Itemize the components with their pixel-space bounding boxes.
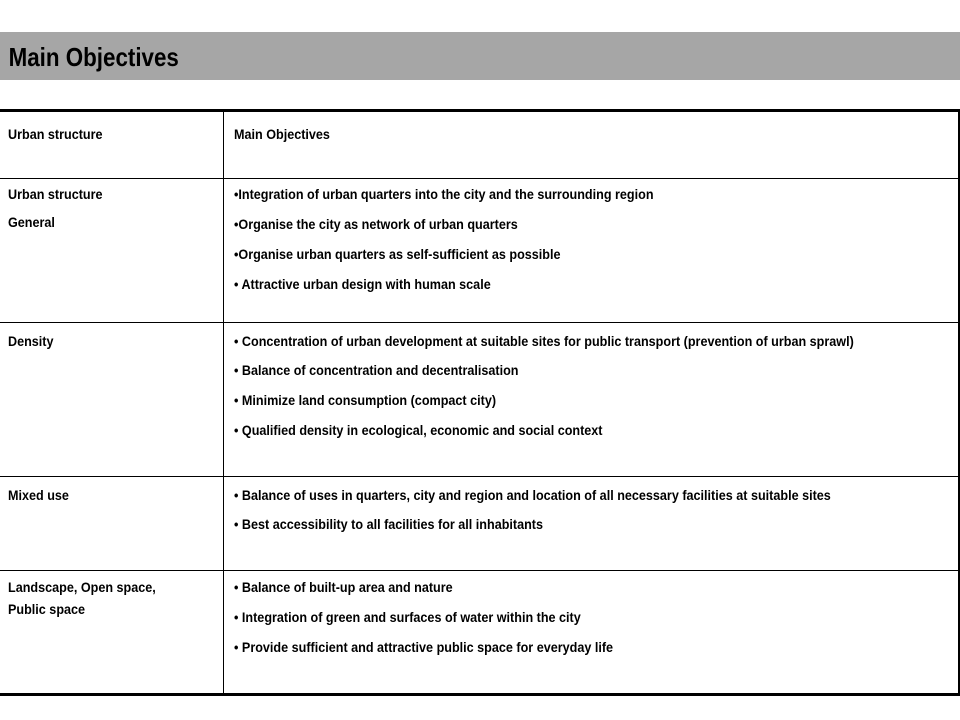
table-row (0, 477, 959, 571)
row-objectives (223, 323, 959, 477)
list-item (234, 637, 951, 658)
list-item (234, 420, 951, 441)
row-label-line: Landscape, Open space, (8, 579, 156, 595)
row-objectives (223, 571, 959, 695)
list-item (234, 360, 951, 381)
row-label-line: Mixed use (8, 487, 69, 503)
column-header-label: Main Objectives (233, 126, 330, 142)
list-item-text: • Attractive urban design with human scale (233, 276, 491, 292)
column-header-label: Urban structure (8, 126, 103, 142)
list-item-text: • Balance of uses in quarters, city and region and location of all necessary facilities at suitable sites (233, 487, 831, 503)
list-item-text: • Integration of green and surfaces of water within the city (233, 609, 581, 625)
row-label (0, 179, 223, 323)
table-header-row (0, 111, 959, 179)
list-item-text: •Organise the city as network of urban quarters (233, 216, 518, 232)
list-item (234, 184, 951, 205)
objectives-table (0, 109, 960, 696)
row-label-line: Urban structure (8, 186, 103, 202)
list-item-text: • Balance of built-up area and nature (233, 579, 453, 595)
column-header-urban-structure (0, 111, 223, 179)
row-label-line: Density (8, 333, 54, 349)
row-objectives (223, 179, 959, 323)
column-header-main-objectives (223, 111, 959, 179)
row-label (0, 571, 223, 695)
list-item-text: •Integration of urban quarters into the city and the surrounding region (233, 186, 654, 202)
table-row (0, 179, 959, 323)
title-bar (0, 32, 960, 80)
list-item-text: • Concentration of urban development at suitable sites for public transport (prevention of urban sprawl) (233, 333, 854, 349)
row-objectives (223, 477, 959, 571)
list-item-text: • Qualified density in ecological, economic and social context (233, 422, 603, 438)
list-item (234, 577, 951, 598)
list-item-text: • Provide sufficient and attractive public space for everyday life (233, 639, 613, 655)
list-item (234, 390, 951, 411)
list-item-text: • Balance of concentration and decentralisation (233, 362, 518, 378)
list-item (234, 607, 951, 628)
list-item-text: • Best accessibility to all facilities for all inhabitants (233, 516, 543, 532)
row-label-line: Public space (8, 601, 86, 617)
list-item-text: •Organise urban quarters as self-sufficient as possible (233, 246, 561, 262)
page-title: Main Objectives (8, 42, 179, 72)
table-row (0, 571, 959, 695)
row-label (0, 323, 223, 477)
list-item (234, 514, 951, 535)
list-item-text: • Minimize land consumption (compact city) (233, 392, 496, 408)
table-row (0, 323, 959, 477)
list-item (234, 274, 951, 295)
list-item (234, 331, 951, 352)
list-item (234, 485, 951, 506)
list-item (234, 214, 951, 235)
row-label (0, 477, 223, 571)
row-label-line: General (8, 214, 55, 230)
list-item (234, 244, 951, 265)
